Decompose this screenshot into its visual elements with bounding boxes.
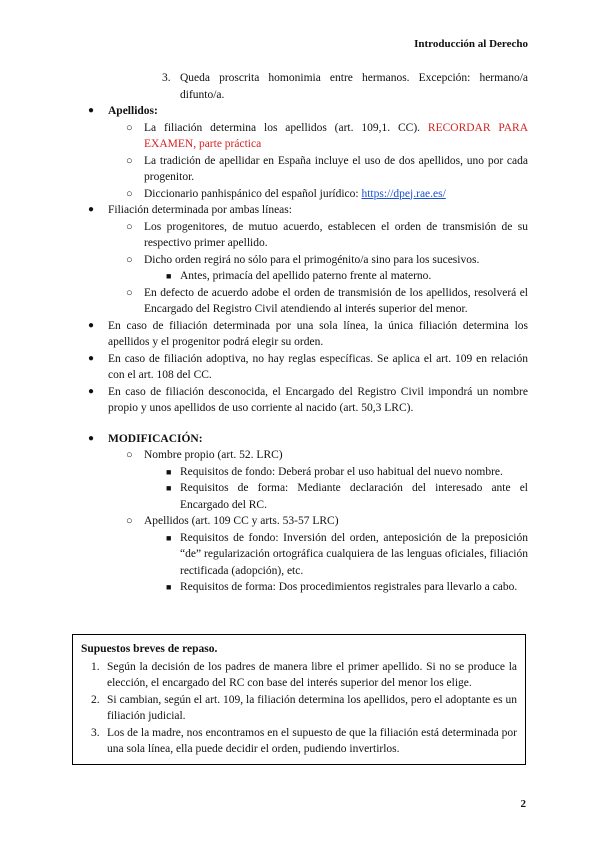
sub-item-dicho-orden <box>80 252 528 269</box>
list-number: 1. <box>91 660 100 673</box>
sub-sub-item-text: Requisitos de fondo: Deberá probar el uso habitual del nuevo nombre. <box>180 465 503 478</box>
sub-item-text: Dicho orden regirá no sólo para el primogénito/a sino para los sucesivos. <box>144 253 480 266</box>
review-item-text: Según la decisión de los padres de manera libre el primer apellido. Si no se produce la elección, el encargado del RC con base del interés superior del menor los elige. <box>107 660 517 689</box>
circle-bullet-icon: ○ <box>126 515 133 527</box>
bullet-modificacion <box>80 431 528 448</box>
sub-item-filiacion-apellidos <box>80 120 528 153</box>
sub-item-text: Los progenitores, de mutuo acuerdo, establecen el orden de transmisión de su respectivo primer apellido. <box>144 220 528 249</box>
circle-bullet-icon: ○ <box>126 121 133 134</box>
circle-bullet-icon: ○ <box>126 154 133 167</box>
dpej-link[interactable]: https://dpej.rae.es/ <box>361 187 446 200</box>
review-item-1 <box>81 659 517 692</box>
exam-reminder: RECORDAR PARA EXAMEN, parte práctica <box>144 121 529 150</box>
bullet-text: Filiación determinada por ambas líneas: <box>108 204 292 216</box>
sub-item-diccionario <box>80 186 528 203</box>
bullet-text: En caso de filiación desconocida, el Encargado del Registro Civil impondrá un nombre propio y unos apellidos de uso corriente al nacido (art. 50,3 LRC). <box>108 385 528 414</box>
circle-bullet-icon: ○ <box>126 220 133 233</box>
list-number: 2. <box>91 693 100 706</box>
sub-item-nombre-propio <box>80 447 528 464</box>
sub-item-text: La filiación determina los apellidos (art. 109,1. CC). <box>144 121 421 134</box>
circle-bullet-icon: ○ <box>126 449 133 461</box>
sub-item-mutuo-acuerdo <box>80 219 528 252</box>
sub-item-tradicion <box>80 153 528 186</box>
document-body <box>80 70 528 596</box>
bullet-dot-icon: ● <box>88 105 95 116</box>
review-item-3 <box>81 725 517 758</box>
page-number: 2 <box>520 798 526 810</box>
review-item-2 <box>81 692 517 725</box>
bullet-apellidos <box>80 103 528 120</box>
bullet-text: En caso de filiación adoptiva, no hay reglas específicas. Se aplica el art. 109 en relación con el art. 108 del CC. <box>108 352 528 381</box>
section-label-modificacion: MODIFICACIÓN: <box>108 432 203 445</box>
page-header-title: Introducción al Derecho <box>414 38 528 50</box>
review-item-text: Los de la madre, nos encontramos en el supuesto de que la filiación está determinada por una sola línea, ella puede decidir el orden, pudiendo invertirlos. <box>107 726 517 755</box>
bullet-dot-icon: ● <box>88 432 95 444</box>
square-bullet-icon: ■ <box>166 582 172 592</box>
sub-sub-item-text: Requisitos de fondo: Inversión del orden, anteposición de la preposición “de” regularización ortográfica cualquiera de las lenguas oficiales, filiación rectificada (adopción), etc. <box>180 531 528 577</box>
bullet-desconocida <box>80 384 528 417</box>
section-label-apellidos: Apellidos: <box>108 105 158 117</box>
sub-sub-item-apellidos-forma <box>80 579 528 596</box>
list-item-3 <box>80 70 528 103</box>
sub-sub-item-nombre-fondo <box>80 464 528 481</box>
circle-bullet-icon: ○ <box>126 253 133 266</box>
square-bullet-icon: ■ <box>166 271 172 281</box>
sub-sub-item-text: Requisitos de forma: Dos procedimientos registrales para llevarlo a cabo. <box>180 581 518 593</box>
square-bullet-icon: ■ <box>166 532 172 543</box>
bullet-adoptiva <box>80 351 528 384</box>
review-title: Supuestos breves de repaso. <box>81 643 218 655</box>
bullet-sola-linea <box>80 318 528 351</box>
bullet-ambas-lineas <box>80 202 528 219</box>
bullet-dot-icon: ● <box>88 352 95 364</box>
sub-sub-item-text: Requisitos de forma: Mediante declaración del interesado ante el Encargado del RC. <box>180 482 528 511</box>
bullet-text: En caso de filiación determinada por una sola línea, la única filiación determina los apellidos y el progenitor podrá elegir su orden. <box>108 319 528 348</box>
sub-sub-item-apellidos-fondo <box>80 530 528 580</box>
list-item-text: Queda proscrita homonimia entre hermanos. Excepción: hermano/a difunto/a. <box>180 72 528 101</box>
review-item-text: Si cambian, según el art. 109, la filiación determina los apellidos, pero el adoptante es un filiación judicial. <box>107 693 517 722</box>
square-bullet-icon: ■ <box>166 466 172 477</box>
sub-sub-item-text: Antes, primacía del apellido paterno frente al materno. <box>180 270 432 282</box>
bullet-dot-icon: ● <box>88 385 95 397</box>
review-box <box>72 634 526 765</box>
sub-item-text: La tradición de apellidar en España incluye el uso de dos apellidos, uno por cada progenitor. <box>144 154 528 183</box>
spacer <box>80 417 528 431</box>
bullet-dot-icon: ● <box>88 319 95 331</box>
circle-bullet-icon: ○ <box>126 286 133 299</box>
list-number: 3. <box>91 726 100 739</box>
list-number: 3. <box>162 72 171 84</box>
sub-sub-item-antes <box>80 268 528 285</box>
sub-item-text: En defecto de acuerdo adobe el orden de transmisión de los apellidos, resolverá el Encargado del Registro Civil atendiendo al interés superior del menor. <box>144 286 528 315</box>
square-bullet-icon: ■ <box>166 483 172 493</box>
sub-item-defecto-acuerdo <box>80 285 528 318</box>
sub-item-text: Nombre propio (art. 52. LRC) <box>144 449 283 461</box>
sub-sub-item-nombre-forma <box>80 480 528 513</box>
sub-item-apellidos-mod <box>80 513 528 530</box>
sub-item-text: Apellidos (art. 109 CC y arts. 53-57 LRC) <box>144 515 339 527</box>
circle-bullet-icon: ○ <box>126 187 133 200</box>
sub-item-text: Diccionario panhispánico del español jurídico: <box>144 187 359 200</box>
bullet-dot-icon: ● <box>88 204 95 215</box>
